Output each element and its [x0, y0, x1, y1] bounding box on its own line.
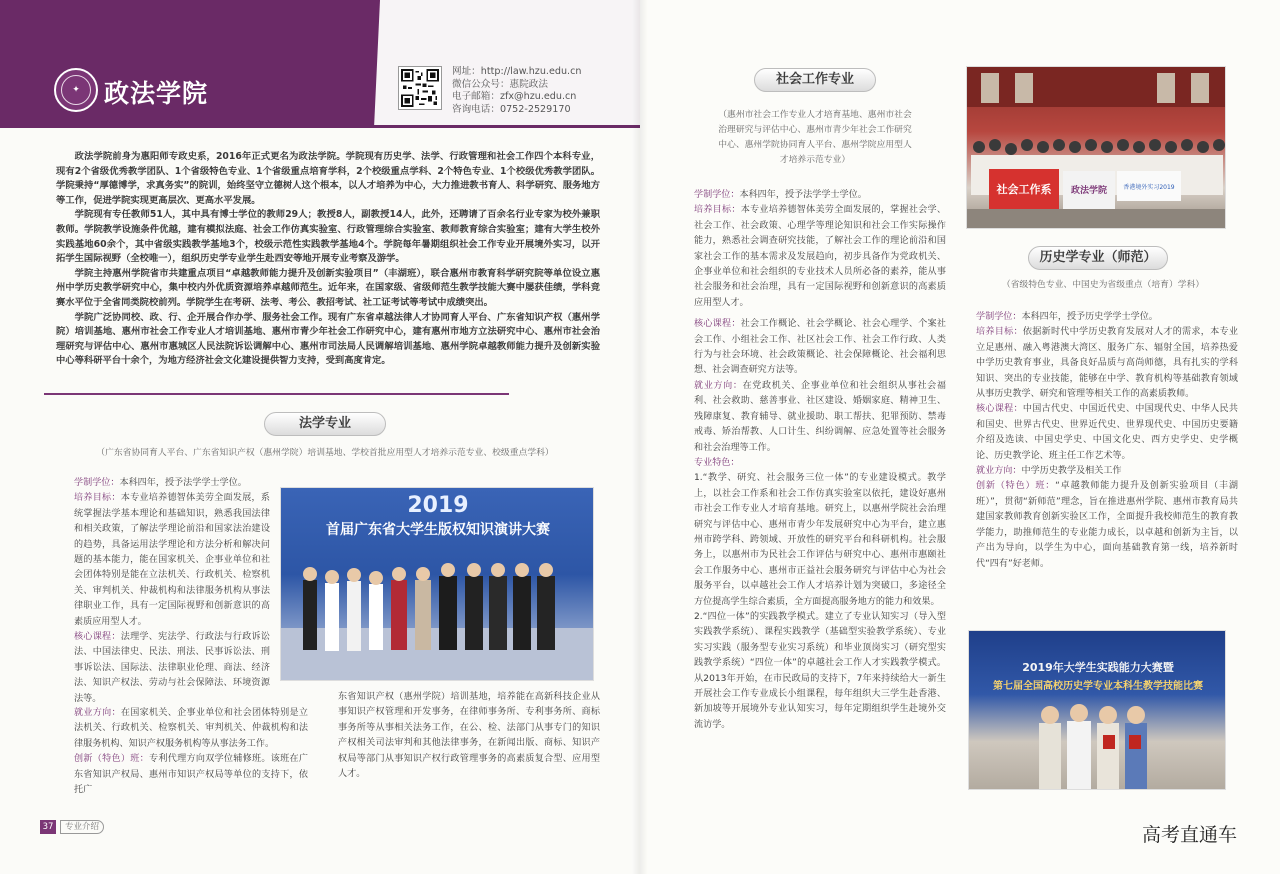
history-major-body	[966, 310, 1238, 572]
social-job-text: 在党政机关、企事业单位和社会组织从事社会福利、社会救助、慈善事业、社区建设、婚姻家庭、精神卫生、残障康复、教育辅导、就业援助、职工帮扶、犯罪预防、禁毒戒毒、矫治帮教、人口计生、纠纷调解、应急处置等社会服务和社会治理等工作。	[694, 380, 946, 453]
law-job-label: 就业方向：	[74, 708, 121, 718]
social-work-subtitle: （惠州市社会工作专业人才培育基地、惠州市社会 治理研究与评估中心、惠州市青少年社会工作研究 中心、惠州学院协同育人平台、惠州学院应用型人 才培养示范专业）	[718, 110, 912, 165]
phone-text: 咨询电话：0752-2529170	[452, 103, 571, 115]
right-page	[640, 0, 1280, 874]
law-major-body	[64, 476, 270, 707]
law-goal-label: 培养目标：	[74, 493, 121, 504]
history-goal-text: 依据新时代中学历史教育发展对人才的需求，本专业立足惠州、融入粤港澳大湾区、服务广东、辐射全国，培养热爱中学历史教育事业，具备良好品质与高尚师德，具有扎实的学科知识、突出的专业技能，能够在中学、教育机构等基础教育领域从事历史教学、研究和管理等相关工作的高素质教师。	[976, 327, 1238, 400]
law-feature-text: 专利代理方向双学位辅修班。该班在广东省知识产权局、惠州市知识产权局等单位的支持下，依托广	[74, 754, 308, 796]
header-rule	[0, 125, 640, 128]
history-core-label: 核心课程：	[976, 404, 1023, 415]
social-degree-label: 学制学位：	[694, 190, 740, 200]
social-work-body	[684, 188, 946, 733]
law-degree-text: 本科四年，授予法学学士学位。	[119, 478, 247, 488]
website-text: 网址：http://law.hzu.edu.cn	[452, 66, 582, 77]
qr-code-icon	[398, 66, 442, 110]
law-feature-label: 创新（特色）班：	[74, 754, 149, 765]
law-job-text: 在国家机关、企事业单位和社会团体特别是立法机关、行政机关、检察机关、审判机关、仲裁机构和法律服务机构、知识产权服务机构等从事法务工作。	[74, 708, 308, 749]
history-degree-label: 学制学位：	[976, 312, 1022, 322]
photo-year: 2019	[407, 493, 469, 518]
intro-paragraph: 政法学院前身为惠阳师专政史系，2016年正式更名为政法学院。学院现有历史学、法学、行政管理和社会工作四个本科专业，现有2个省级优秀教学团队、1个省级特色专业、1个省级重点培育学科，2个校级重点学科、2个特色专业、1个校级优秀教学团队。学院秉持“厚德博学，求真务实”的院训，始终坚守立德树人这个根本，以人才培养为中心，大力推进教书育人、科学研究、服务地方等工作，促进学院实现更高层次、更高水平发展。	[56, 151, 600, 206]
college-title: 政法学院	[104, 79, 209, 108]
social-feature-1: 1.“教学、研究、社会服务三位一体”的专业建设模式。教学上，以社会工作系和社会工作仿真实验室以依托，建设好惠州市社会工作专业人才培育基地。研究上，以惠州学院社会治理研究与评估中心、惠州市青少年发展研究中心为平台，建立惠州市跨学科、跨领域、开放性的研究平台和科研机构。社会服务上，以惠州市为民社会工作评估与研究中心、惠州市惠颐社会工作服务中心、惠州市正益社会服务研究与评估中心为社会服务平台，以卓越社会工作人才培养计划为突破口，多途径全方位提高学生综合素质，全方面提高服务地方的能力和效果。	[694, 473, 946, 607]
email-text: 电子邮箱：zfx@hzu.edu.cn	[452, 91, 577, 102]
page-fold	[632, 0, 648, 874]
social-core-label: 核心课程：	[694, 319, 741, 330]
social-job-label: 就业方向：	[694, 380, 743, 391]
law-goal-text: 本专业培养德智体美劳全面发展，系统掌握法学基本理论和基础知识，熟悉我国法律和相关政策，了解法学理论前沿和国家法治建设的趋势，具备运用法学理论和方法分析和解决问题的基本能力，能在国家机关、企事业单位和社会团体特别是能在立法机关、行政机关、检察机关、审判机关、仲裁机构和法律服务机构从事法律职业工作，具有一定国际视野和创新意识的高素质应用型人才。	[74, 493, 270, 627]
history-major-title: 历史学专业（师范）	[1028, 246, 1168, 270]
history-job-text: 中学历史教学及相关工作	[1021, 466, 1122, 477]
history-feature-label: 创新（特色）班：	[976, 481, 1056, 492]
history-core-text: 中国古代史、中国近代史、中国现代史、中华人民共和国史、世界古代史、世界近代史、世界现代史、中国历史要籍介绍及选读、中国史学史、中国文化史、西方史学史、史学概论、历史教学论、班主任工作艺术等。	[976, 404, 1238, 461]
photo-banner-title: 首届广东省大学生版权知识演讲大赛	[326, 522, 550, 538]
contact-info	[452, 66, 581, 116]
photo-banner-line2: 第七届全国高校历史学专业本科生教学技能比赛	[993, 681, 1203, 692]
banner-hk-internship: 香港境外实习2019	[1123, 184, 1175, 191]
history-contest-photo	[968, 630, 1226, 790]
university-emblem-icon: ✦	[54, 68, 98, 112]
law-major-subtitle: （广东省协同育人平台、广东省知识产权（惠州学院）培训基地、学校首批应用型人才培养示范专业、校级重点学科）	[96, 448, 554, 458]
social-work-group-photo	[966, 66, 1226, 229]
law-degree-label: 学制学位：	[74, 478, 120, 488]
history-job-label: 就业方向：	[976, 466, 1022, 477]
social-feature-2: 2.“四位一体”的实践教学模式。建立了专业认知实习（导入型实践教学系统）、课程实践教学（基础型实验教学系统）、专业实习实践（服务型专业实习系统）和毕业顶岗实习（研究型实践教学系统）“四位一体”的卓越社会工作人才实践教学模式。从2013年开始，在市民政局的支持下，7年来持续给大一新生开展社会工作专业成长小组课程，每年组织大三学生赴香港、新加坡等开展境外专业认知实习，每年定期组织学生赴境外交流访学。	[694, 611, 946, 730]
college-intro	[56, 150, 600, 369]
social-feature-label: 专业特色：	[694, 457, 740, 468]
social-core-text: 社会工作概论、社会学概论、社会心理学、个案社会工作、小组社会工作、社区社会工作、社会工作行政、人类行为与社会环境、社会政策概论、社会保障概论、社会福利思想、社会调查研究方法等。	[694, 319, 946, 376]
intro-paragraph: 学院现有专任教师51人，其中具有博士学位的教师29人；教授8人，副教授14人，此外，还聘请了百余名行业专家为校外兼职教师。学院教学设施条件优越，建有模拟法庭、社会工作仿真实验室、行政管理综合实验室、教师教育综合实验室；建有大学生校外实践基地60余个，其中省级实践教学基地3个，校级示范性实践教学基地4个。学院每年暑期组织社会工作专业开展境外实习，以开拓学生国际视野（全校唯一），组织历史学专业学生赴西安等地开展专业考察及游学。	[56, 209, 600, 265]
social-goal-text: 本专业培养德智体美劳全面发展的，掌握社会学、社会工作、社会政策、心理学等理论知识和社会工作实际操作能力，熟悉社会调查研究技能，了解社会工作的理论前沿和国家社会工作的基本需求及发展趋向，初步具备作为党政机关、企事业单位和社会组织的专业技术人员所必备的素养，能从事社会服务和社会治理，具有一定国际视野和创新意识的高素质应用型人才。	[694, 205, 946, 308]
law-major-body-lower	[64, 706, 308, 798]
banner-college: 政法学院	[1070, 186, 1108, 196]
history-major-subtitle: （省级特色专业、中国史为省级重点（培育）学科）	[1001, 280, 1205, 290]
law-feature-continued: 东省知识产权（惠州学院）培训基地，培养能在高新科技企业从事知识产权管理和开发事务，在律师事务所、专利事务所、商标事务所等从事相关法务工作，在公、检、法部门从事专门的知识产权相关司法审判和其他法律事务，在新闻出版、商标、知识产权局等部门从事知识产权行政管理事务的高素质复合型、应用型人才。	[338, 692, 600, 780]
intro-paragraph: 学院广泛协同校、政、行、企开展合作办学、服务社会工作。现有广东省卓越法律人才协同育人平台、广东省知识产权（惠州学院）培训基地、惠州市社会工作专业人才培训基地、惠州市青少年社会工作研究中心，建有惠州市地方立法研究中心、惠州市社会治理研究与评估中心、惠州市惠城区人民法院诉讼调解中心、惠州市司法局人民调解培训基地、惠州学院卓越教师能力提升及创新实验中心等科研平台十余个，为地方经济社会文化建设提供智力支持，受到高度肯定。	[56, 311, 600, 367]
award-people-icon	[1039, 704, 1147, 790]
social-goal-label: 培养目标：	[694, 205, 741, 216]
page-number: 37	[40, 820, 56, 834]
history-degree-text: 本科四年，授予历史学学士学位。	[1021, 312, 1158, 322]
history-feature-text: “卓越教师能力提升及创新实验项目（丰湖班）”，贯彻“新师范”理念，旨在推进惠州学院、惠州市教育局共建国家教师教育创新实验区工作，全面提升我校师范生的教育教学能力，助推师范生的专业能力成长，以卓越和创新为主旨，以产出为导向，以学生为中心，面向基础教育第一线，培养新时代“四有”好老师。	[976, 481, 1238, 569]
social-work-major-title: 社会工作专业	[754, 68, 876, 92]
section-divider	[44, 393, 509, 395]
watermark-text: 高考直通车	[1142, 824, 1238, 846]
photo-banner-line1: 2019年大学生实践能力大赛暨	[1022, 661, 1174, 674]
wechat-text: 微信公众号：惠院政法	[452, 78, 548, 90]
banner-social-work: 社会工作系	[996, 183, 1052, 196]
law-core-text: 法理学、宪法学、行政法与行政诉讼法、中国法律史、民法、刑法、民事诉讼法、刑事诉讼法、国际法、法律职业伦理、商法、经济法、知识产权法、劳动与社会保障法、环境资源法等。	[74, 632, 270, 704]
law-major-title: 法学专业	[264, 412, 386, 436]
history-goal-label: 培养目标：	[976, 327, 1023, 338]
law-contest-photo	[280, 487, 594, 681]
section-label: 专业介绍	[60, 820, 104, 834]
social-degree-text: 本科四年，授予法学学士学位。	[739, 190, 867, 200]
intro-paragraph: 学院主持惠州学院省市共建重点项目“卓越教师能力提升及创新实验项目”（丰湖班），联合惠州市教育科学研究院等单位设立惠州中学历史教学研究中心，集中校内外优质资源培养卓越师范生。近年来，在国家级、省级师范生教学技能大赛中屡获佳绩，学科竞赛水平位于全省同类院校前列。学院学生在考研、法考、考公、教招考试、社工证考试等考试中成绩突出。	[56, 267, 600, 308]
law-core-label: 核心课程：	[74, 632, 121, 643]
